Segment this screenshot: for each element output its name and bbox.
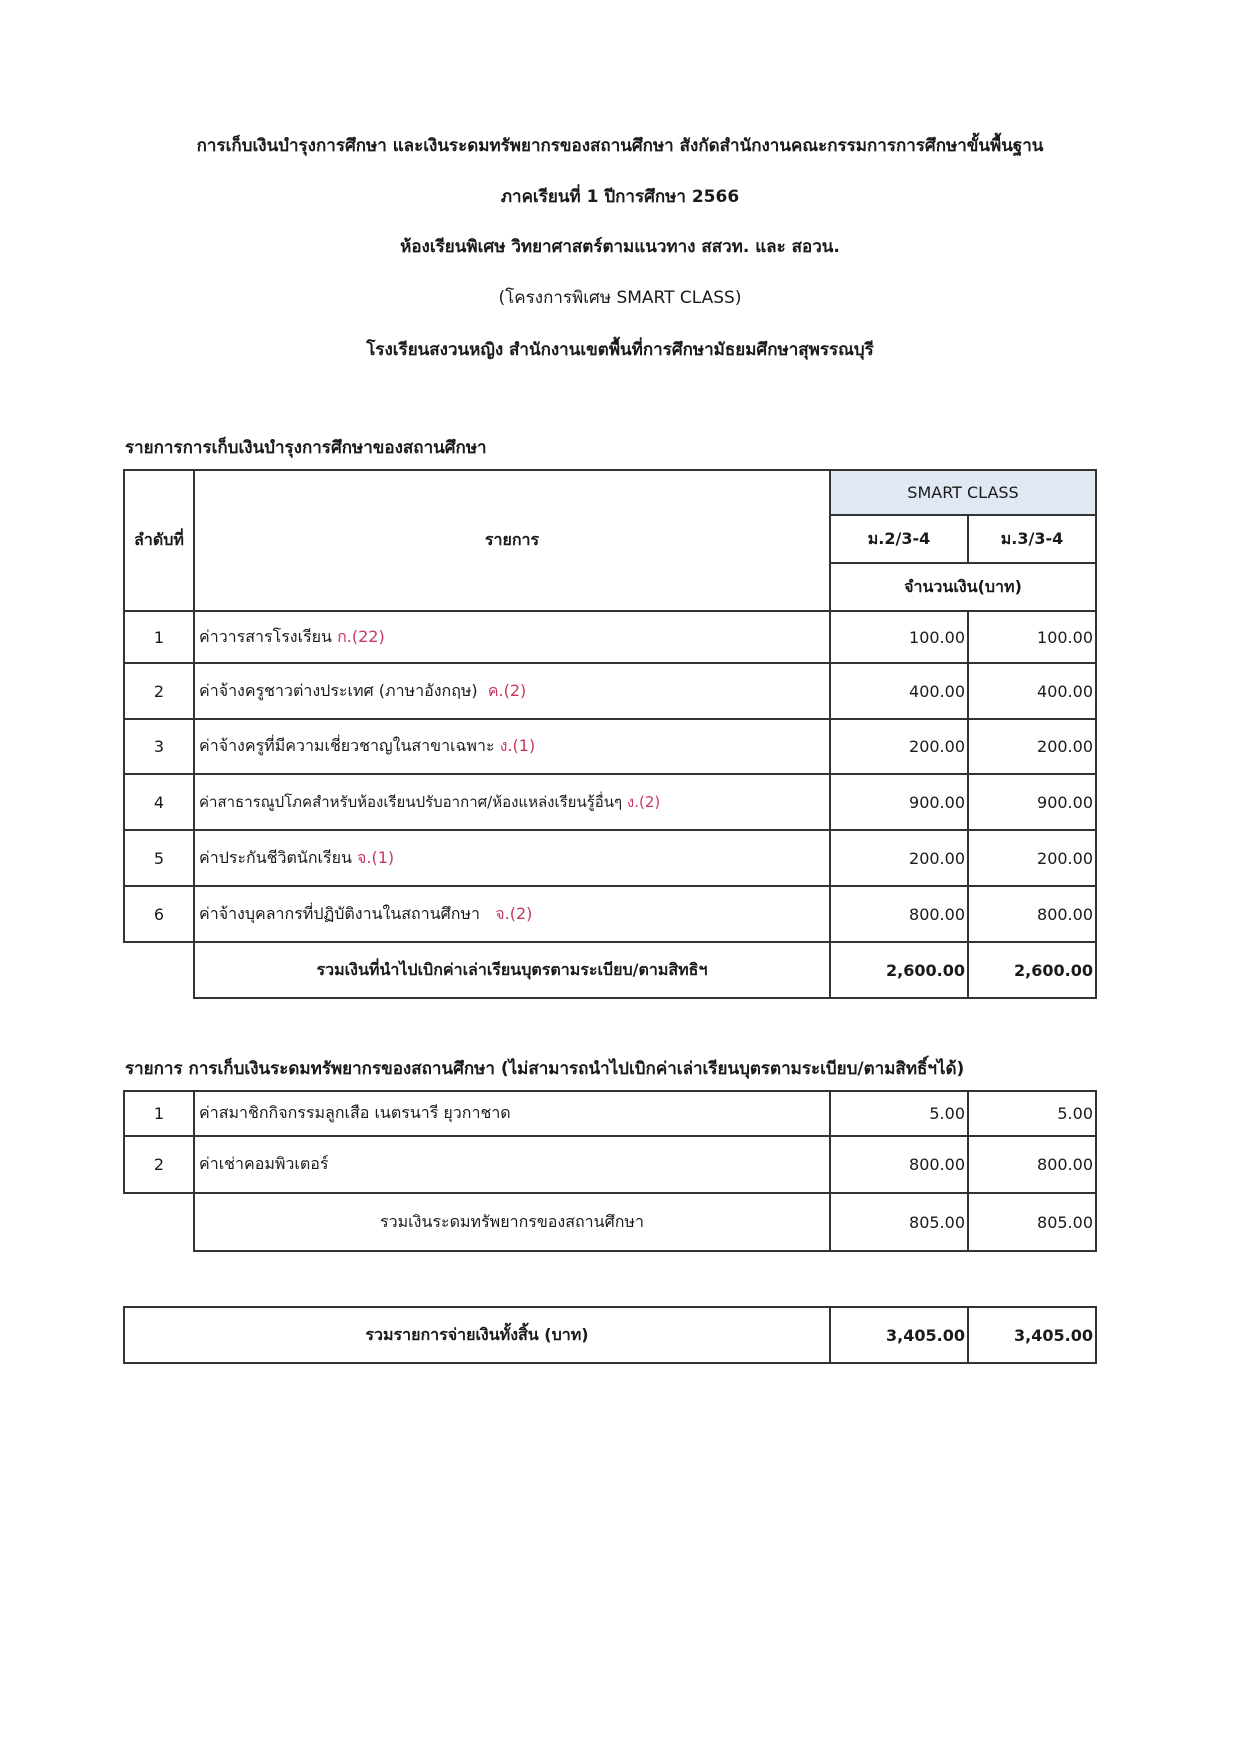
row-amount-b: 200.00 (968, 719, 1096, 774)
row-item-note: จ.(1) (356, 847, 395, 867)
row-amount-a: 200.00 (830, 719, 968, 774)
col-item-header: รายการ (194, 470, 830, 611)
row-no: 4 (124, 774, 194, 830)
table-row (124, 663, 1096, 719)
row-item (194, 886, 830, 942)
section1-title: รายการการเก็บเงินบำรุงการศึกษาของสถานศึกษา (125, 438, 487, 458)
row-item (194, 830, 830, 886)
row-amount-a: 800.00 (830, 1136, 968, 1193)
row-no: 2 (124, 663, 194, 719)
row-no: 5 (124, 830, 194, 886)
row-item-text: ค่าวารสารโรงเรียน (199, 626, 332, 646)
row-item (194, 774, 830, 830)
row-item (194, 663, 830, 719)
section2-title: รายการ การเก็บเงินระดมทรัพยากรของสถานศึกษา (ไม่สามารถนำไปเบิกค่าเล่าเรียนบุตรตามระเบียบ/ตามสิทธิ์ฯได้) (125, 1059, 965, 1079)
total-amount-b: 805.00 (968, 1193, 1096, 1251)
total-label: รวมเงินที่นำไปเบิกค่าเล่าเรียนบุตรตามระเบียบ/ตามสิทธิฯ (194, 942, 830, 998)
total-amount-a: 2,600.00 (830, 942, 968, 998)
smart-class-header: SMART CLASS (830, 470, 1096, 515)
table-row (124, 1136, 1096, 1193)
row-item: ค่าเช่าคอมพิวเตอร์ (194, 1136, 830, 1193)
grand-total-label: รวมรายการจ่ายเงินทั้งสิ้น (บาท) (124, 1307, 830, 1363)
unit-header: จำนวนเงิน(บาท) (830, 563, 1096, 611)
row-amount-a: 900.00 (830, 774, 968, 830)
total-amount-a: 805.00 (830, 1193, 968, 1251)
row-item-note: ง.(1) (499, 736, 536, 755)
row-item-note: ค.(2) (487, 680, 527, 700)
row-no: 3 (124, 719, 194, 774)
col-b-header: ม.3/3-4 (968, 515, 1096, 563)
row-amount-b: 100.00 (968, 611, 1096, 663)
doc-title-line2: ภาคเรียนที่ 1 ปีการศึกษา 2566 (500, 187, 740, 207)
grand-total-a: 3,405.00 (830, 1307, 968, 1363)
row-item-text: ค่าจ้างครูที่มีความเชี่ยวชาญในสาขาเฉพาะ (199, 736, 495, 755)
table-row (124, 774, 1096, 830)
row-item-note: ก.(22) (337, 626, 385, 646)
total-row (124, 942, 1096, 998)
row-item (194, 719, 830, 774)
row-item-text: ค่าสาธารณูปโภคสำหรับห้องเรียนปรับอากาศ/ห้องแหล่งเรียนรู้อื่นๆ (199, 793, 623, 811)
row-no: 6 (124, 886, 194, 942)
row-item-note: ง.(2) (626, 793, 661, 811)
row-item: ค่าสมาชิกกิจกรรมลูกเสือ เนตรนารี ยุวกาชาด (194, 1091, 830, 1136)
col-a-header: ม.2/3-4 (830, 515, 968, 563)
row-item-text: ค่าจ้างครูชาวต่างประเทศ (ภาษาอังกฤษ) (199, 680, 478, 700)
doc-title-line4: (โครงการพิเศษ SMART CLASS) (498, 288, 742, 308)
row-amount-b: 800.00 (968, 1136, 1096, 1193)
row-amount-a: 100.00 (830, 611, 968, 663)
resource-table (123, 1090, 1097, 1252)
row-amount-a: 400.00 (830, 663, 968, 719)
table-row (124, 830, 1096, 886)
doc-title-line5: โรงเรียนสงวนหญิง สำนักงานเขตพื้นที่การศึกษามัธยมศึกษาสุพรรณบุรี (366, 340, 874, 360)
fee-table (123, 469, 1097, 999)
grand-total-row (124, 1307, 1096, 1363)
row-no: 1 (124, 1091, 194, 1136)
row-item-text: ค่าจ้างบุคลากรที่ปฏิบัติงานในสถานศึกษา (199, 903, 481, 923)
row-item-text: ค่าประกันชีวิตนักเรียน (199, 847, 352, 867)
grand-total-table (123, 1306, 1097, 1364)
row-amount-a: 200.00 (830, 830, 968, 886)
doc-title-line3: ห้องเรียนพิเศษ วิทยาศาสตร์ตามแนวทาง สสวท. และ สอวน. (400, 237, 840, 257)
row-amount-b: 5.00 (968, 1091, 1096, 1136)
row-no: 2 (124, 1136, 194, 1193)
table-row (124, 611, 1096, 663)
row-amount-b: 800.00 (968, 886, 1096, 942)
doc-title-line1: การเก็บเงินบำรุงการศึกษา และเงินระดมทรัพยากรของสถานศึกษา สังกัดสำนักงานคณะกรรมการการศึกษาขั้นพื้นฐาน (196, 136, 1044, 156)
row-amount-a: 5.00 (830, 1091, 968, 1136)
row-amount-b: 200.00 (968, 830, 1096, 886)
total-amount-b: 2,600.00 (968, 942, 1096, 998)
table-row (124, 719, 1096, 774)
table-row (124, 1091, 1096, 1136)
table-row (124, 886, 1096, 942)
total-label: รวมเงินระดมทรัพยากรของสถานศึกษา (194, 1193, 830, 1251)
row-item-note: จ.(2) (495, 903, 533, 923)
row-amount-b: 400.00 (968, 663, 1096, 719)
col-no-header: ลำดับที่ (124, 470, 194, 611)
total-row (124, 1193, 1096, 1251)
grand-total-b: 3,405.00 (968, 1307, 1096, 1363)
row-amount-a: 800.00 (830, 886, 968, 942)
row-item (194, 611, 830, 663)
row-amount-b: 900.00 (968, 774, 1096, 830)
row-no: 1 (124, 611, 194, 663)
